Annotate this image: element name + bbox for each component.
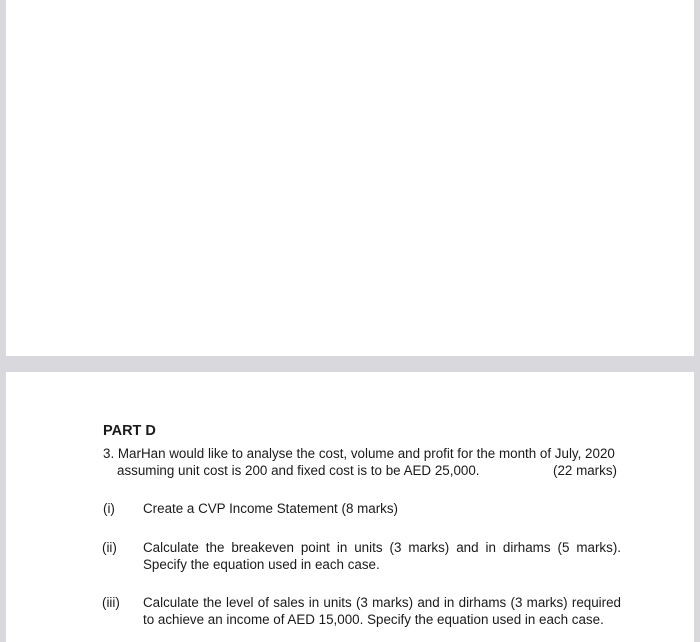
question-text-line-2: assuming unit cost is 200 and fixed cost is to be AED 25,000. [117, 463, 480, 478]
item-number-ii: (ii) [102, 540, 117, 555]
question-marks: (22 marks) [553, 463, 617, 478]
item-number-i: (i) [103, 501, 115, 516]
question-text-line-1: 3. MarHan would like to analyse the cost, volume and profit for the month of July, 2020 [103, 446, 615, 461]
part-heading: PART D [103, 423, 156, 439]
item-text-ii: Calculate the breakeven point in units (3 marks) and in dirhams (5 marks). Specify the equation used in each case. [143, 540, 621, 572]
blank-page-area [6, 0, 694, 356]
item-number-iii: (iii) [102, 595, 120, 610]
item-text-iii: Calculate the level of sales in units (3 marks) and in dirhams (3 marks) required to achieve an income of AED 15,000. Specify the equation used in each case. [143, 595, 621, 627]
item-text-i: Create a CVP Income Statement (8 marks) [143, 501, 399, 516]
